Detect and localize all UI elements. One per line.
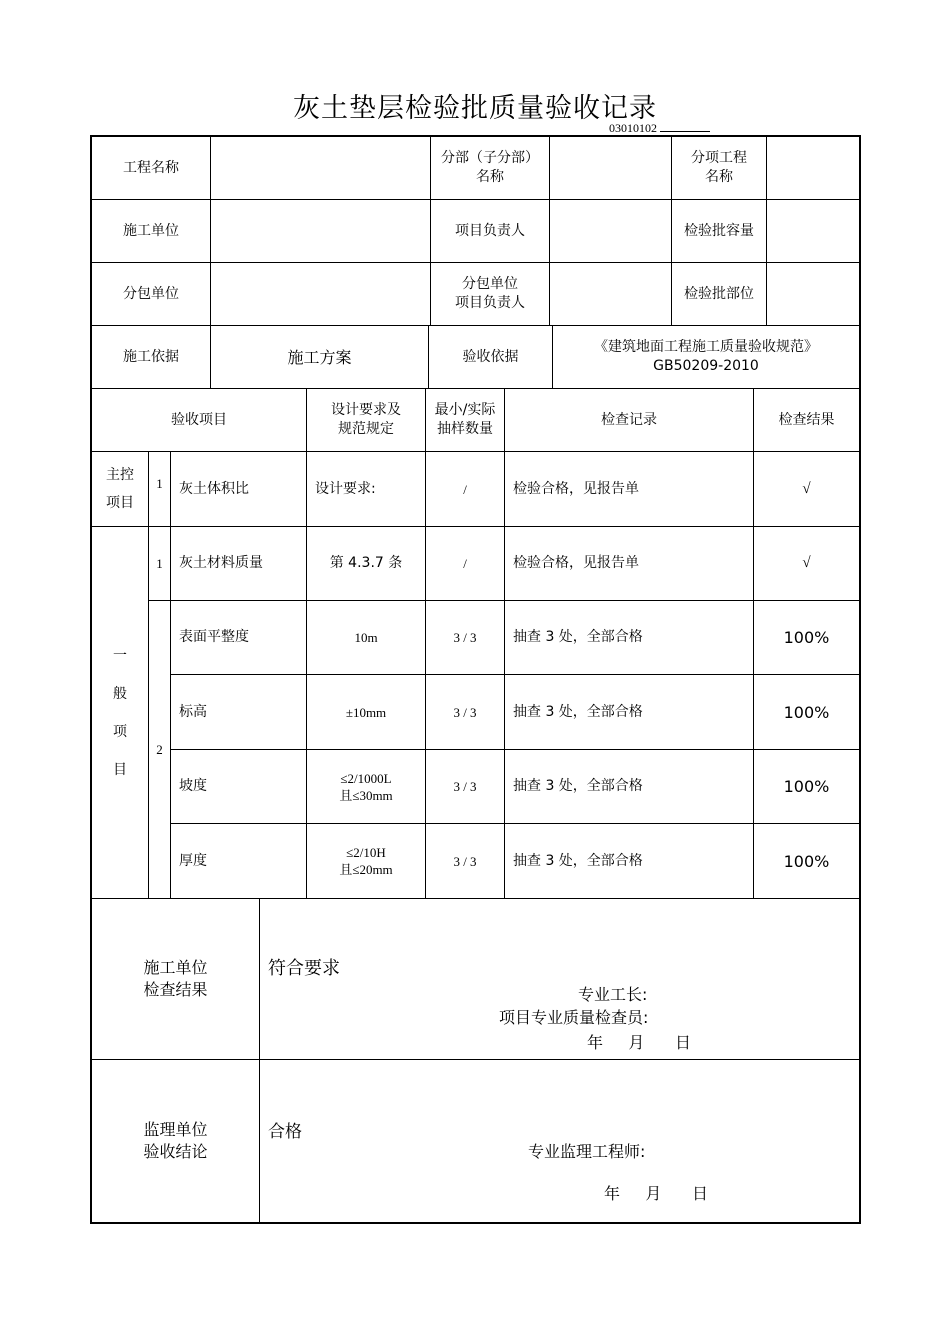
subcontractor-manager-label: 分包单位 项目负责人: [455, 276, 525, 311]
general-row-design: 10m: [354, 630, 378, 645]
general-row-item: 表面平整度: [179, 629, 249, 645]
subdivision-value[interactable]: [550, 137, 671, 199]
general-row-item: 坡度: [179, 778, 207, 794]
general-row-design: ±10mm: [345, 704, 387, 720]
main-control-design: 设计要求:: [315, 480, 376, 497]
main-control-item: 灰土体积比: [179, 480, 249, 497]
acceptance-form-table: [90, 135, 861, 1224]
general-row-sampling: 3 / 3: [453, 853, 477, 869]
subcontractor-manager-value[interactable]: [550, 263, 671, 325]
supervision-check-label: 监理单位 验收结论: [143, 1120, 208, 1161]
general-row-record: 检验合格，见报告单: [513, 555, 639, 571]
main-control-sampling: /: [463, 481, 467, 497]
batch-capacity-label: 检验批容量: [684, 222, 754, 239]
general-row-result: 100%: [783, 628, 830, 647]
supervising-engineer-signature-label: 专业监理工程师:: [528, 1142, 646, 1161]
col-design-header: 设计要求及 规范规定: [331, 402, 401, 437]
form-code: 03010102: [609, 120, 710, 136]
construction-unit-label: 施工单位: [123, 222, 179, 239]
general-row-record: 抽查 3 处，全部合格: [513, 629, 643, 645]
general-row-record: 抽查 3 处，全部合格: [513, 852, 643, 869]
supervision-check-date: 年 月 日: [604, 1184, 708, 1203]
construction-unit-value[interactable]: [211, 200, 430, 262]
general-row-result: 100%: [783, 777, 830, 796]
project-name-value[interactable]: [211, 137, 430, 199]
main-control-record: 检验合格，见报告单: [513, 480, 639, 497]
col-item-header: 验收项目: [171, 411, 227, 428]
acceptance-basis-text: 《建筑地面工程施工质量验收规范》 GB50209-2010: [594, 339, 818, 374]
construction-check-label: 施工单位 检查结果: [143, 958, 208, 999]
col-result-header: 检查结果: [778, 411, 835, 428]
main-control-no: 1: [156, 475, 163, 491]
main-control-result: √: [802, 480, 811, 497]
project-name-label: 工程名称: [123, 159, 179, 176]
general-row-design-text: 第 4.3.7 条: [329, 555, 403, 571]
basis-label: 施工依据: [123, 348, 179, 365]
general-no-2: 2: [156, 742, 163, 757]
subcontractor-label: 分包单位: [123, 285, 179, 302]
col-record-header: 检查记录: [601, 411, 657, 428]
subitem-label: 分项工程 名称: [691, 150, 747, 185]
general-no-1: 1: [156, 556, 163, 571]
general-row-item: 灰土材料质量: [179, 555, 263, 571]
acceptance-basis-label: 验收依据: [462, 348, 519, 365]
construction-check-date: 年 月 日: [587, 1033, 691, 1052]
general-row-record: 抽查 3 处，全部合格: [513, 703, 643, 720]
basis-value: 施工方案: [287, 347, 352, 367]
project-manager-value[interactable]: [550, 200, 671, 262]
project-manager-label: 项目负责人: [455, 222, 525, 239]
batch-location-value[interactable]: [767, 263, 859, 325]
batch-location-label: 检验批部位: [684, 285, 754, 302]
quality-inspector-signature-label: 项目专业质量检查员:: [499, 1008, 649, 1027]
main-control-label: 主控 项目: [106, 467, 134, 511]
general-row-sampling: 3 / 3: [453, 779, 477, 794]
subitem-value[interactable]: [767, 137, 859, 199]
general-row-item: 标高: [179, 703, 207, 720]
page-title: 灰土垫层检验批质量验收记录: [293, 93, 657, 124]
acceptance-basis-value: [553, 326, 859, 388]
general-row-sampling: 3 / 3: [453, 704, 477, 720]
general-row-result: 100%: [783, 702, 830, 722]
general-row-sampling: /: [463, 556, 467, 571]
foreman-signature-label: 专业工长:: [578, 985, 648, 1004]
batch-capacity-value[interactable]: [767, 200, 859, 262]
general-row-result: 100%: [783, 851, 830, 871]
construction-check-conclusion: 符合要求: [268, 958, 340, 979]
general-row-design: ≤2/1000L 且≤30mm: [339, 770, 393, 803]
subdivision-label: 分部（子分部） 名称: [441, 150, 539, 185]
supervision-check-conclusion: 合格: [268, 1122, 302, 1142]
subcontractor-value[interactable]: [211, 263, 430, 325]
general-row-result: √: [802, 555, 811, 571]
general-row-design: [307, 527, 425, 600]
general-row-sampling: 3 / 3: [453, 630, 477, 645]
col-sampling-header: 最小/实际 抽样数量: [434, 402, 496, 437]
general-row-design: ≤2/10H 且≤20mm: [339, 845, 393, 877]
general-row-record: 抽查 3 处，全部合格: [513, 778, 643, 794]
general-items-label: 一 般 项 目: [113, 647, 127, 778]
general-row-item: 厚度: [179, 852, 207, 869]
